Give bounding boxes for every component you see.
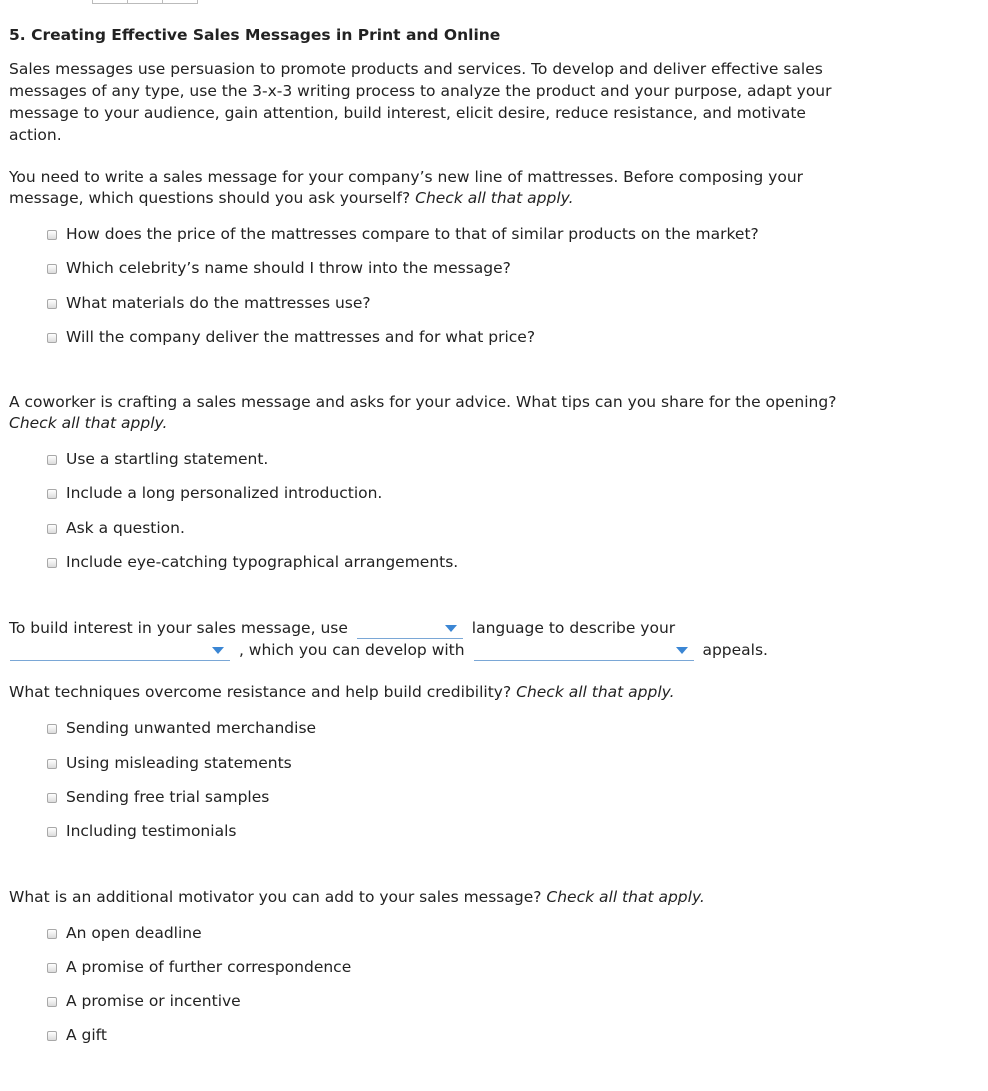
- table-cell-remnant: [127, 0, 163, 4]
- list-item[interactable]: [47, 924, 839, 958]
- option-label: What materials do the mattresses use?: [66, 293, 371, 312]
- list-item[interactable]: [47, 294, 839, 328]
- checkbox[interactable]: [47, 264, 57, 274]
- option-label: A promise of further correspondence: [66, 957, 352, 976]
- question-2-options: [9, 450, 839, 587]
- table-cell-remnant: [92, 0, 128, 4]
- dropdown-select-1[interactable]: [357, 620, 463, 639]
- checkbox[interactable]: [47, 299, 57, 309]
- question-3-options: [9, 719, 839, 856]
- check-all-hint: Check all that apply.: [415, 189, 574, 207]
- list-item[interactable]: [47, 259, 839, 293]
- option-label: Use a startling statement.: [66, 450, 269, 469]
- list-item[interactable]: [47, 992, 839, 1026]
- list-item[interactable]: [47, 788, 839, 822]
- checkbox[interactable]: [47, 997, 57, 1007]
- checkbox[interactable]: [47, 963, 57, 973]
- list-item[interactable]: [47, 450, 839, 484]
- question-content: [9, 26, 839, 1091]
- check-all-hint: Check all that apply.: [9, 414, 168, 433]
- list-item[interactable]: [47, 754, 839, 788]
- checkbox[interactable]: [47, 489, 57, 499]
- table-cell-remnant: [162, 0, 198, 4]
- checkbox[interactable]: [47, 1031, 57, 1041]
- checkbox[interactable]: [47, 333, 57, 343]
- list-item[interactable]: [47, 225, 839, 259]
- checkbox[interactable]: [47, 827, 57, 837]
- option-label: An open deadline: [66, 923, 202, 942]
- question-3-prompt: What techniques overcome resistance and help build credibility? Check all that apply.: [9, 683, 675, 702]
- checkbox[interactable]: [47, 558, 57, 568]
- previous-question-remnant: [0, 0, 220, 4]
- option-label: Sending free trial samples: [66, 787, 270, 806]
- chevron-down-icon: [445, 625, 457, 632]
- checkbox[interactable]: [47, 230, 57, 240]
- option-label: Using misleading statements: [66, 753, 292, 772]
- list-item[interactable]: [47, 553, 839, 587]
- option-label: Including testimonials: [66, 822, 237, 841]
- list-item[interactable]: [47, 822, 839, 856]
- list-item[interactable]: [47, 328, 839, 362]
- question-2-prompt: A coworker is crafting a sales message and asks for your advice. What tips can you share for the opening? Check all that apply.: [9, 393, 837, 433]
- checkbox[interactable]: [47, 524, 57, 534]
- list-item[interactable]: [47, 719, 839, 753]
- list-item[interactable]: [47, 1026, 839, 1060]
- option-label: Sending unwanted merchandise: [66, 719, 317, 738]
- intro-paragraph: Sales messages use persuasion to promote products and services. To develop and deliver effective sales messages of any type, use the 3-x-3 writing process to analyze the product and your purpose, adapt your message to your audience, gain attention, build interest, elicit desire, reduce resistance, and motivate action.: [9, 60, 832, 144]
- option-label: Which celebrity’s name should I throw into the message?: [66, 259, 511, 278]
- question-4-prompt: What is an additional motivator you can add to your sales message? Check all that apply.: [9, 887, 705, 906]
- list-item[interactable]: [47, 484, 839, 518]
- chevron-down-icon: [676, 647, 688, 654]
- checkbox[interactable]: [47, 759, 57, 769]
- question-1-prompt: You need to write a sales message for your company’s new line of mattresses. Before composing your message, which questions should you ask yourself? Check all that apply.: [9, 168, 804, 207]
- option-label: A gift: [66, 1026, 107, 1045]
- check-all-hint: Check all that apply.: [516, 683, 675, 702]
- option-label: Include a long personalized introduction.: [66, 484, 383, 503]
- option-label: A promise or incentive: [66, 992, 241, 1011]
- fill-in-sentence: To build interest in your sales message, use language to describe your , which you can develop with appeals.: [9, 619, 768, 660]
- question-1-options: [9, 225, 839, 362]
- chevron-down-icon: [212, 647, 224, 654]
- section-title: 5. Creating Effective Sales Messages in Print and Online: [9, 26, 501, 44]
- checkbox[interactable]: [47, 455, 57, 465]
- option-label: Include eye-catching typographical arrangements.: [66, 553, 459, 572]
- option-label: Ask a question.: [66, 518, 185, 537]
- check-all-hint: Check all that apply.: [546, 887, 705, 906]
- option-label: Will the company deliver the mattresses and for what price?: [66, 327, 536, 346]
- checkbox[interactable]: [47, 724, 57, 734]
- list-item[interactable]: [47, 958, 839, 992]
- dropdown-select-2[interactable]: [10, 642, 230, 661]
- dropdown-select-3[interactable]: [474, 642, 694, 661]
- checkbox[interactable]: [47, 793, 57, 803]
- question-4-options: [9, 924, 839, 1061]
- list-item[interactable]: [47, 519, 839, 553]
- option-label: How does the price of the mattresses compare to that of similar products on the market?: [66, 225, 759, 243]
- checkbox[interactable]: [47, 929, 57, 939]
